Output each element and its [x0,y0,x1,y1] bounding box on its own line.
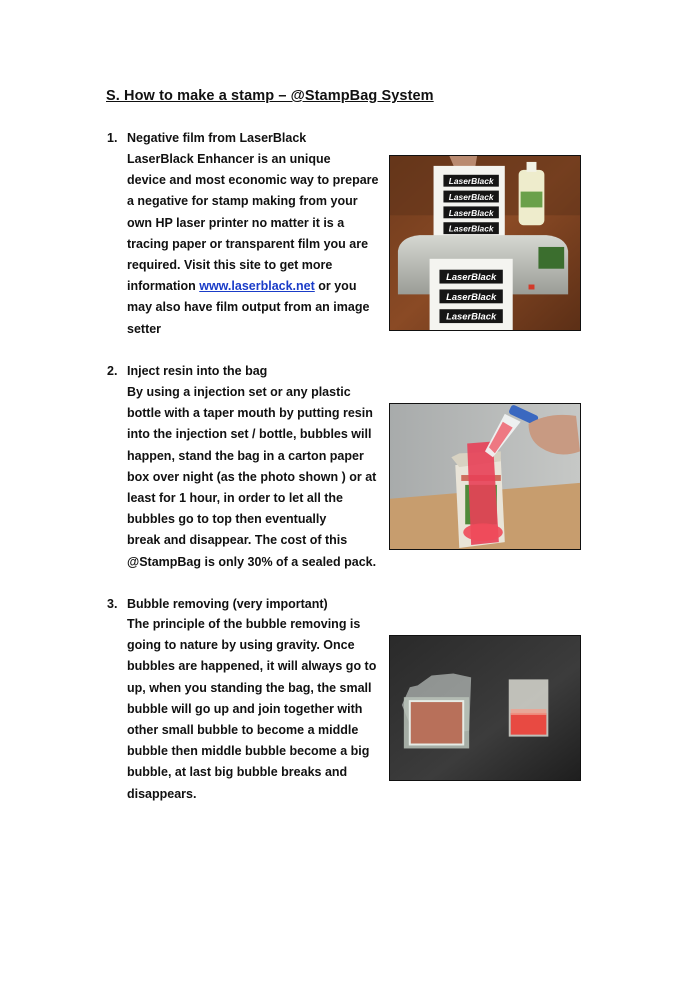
photo-label: LaserBlack [448,223,494,234]
body-line: tracing paper or transparent film you are [127,236,369,251]
body-line: into the injection set / bottle, bubbles will [127,427,372,442]
body-line: least for 1 hour, in order to let all the [127,491,344,506]
body-line: LaserBlack Enhancer is an unique [127,152,331,166]
body-line: The principle of the bubble removing is [127,617,361,631]
body-line: box over night (as the photo shown ) or at [127,469,377,484]
body-line: going to nature by using gravity. Once [127,638,355,653]
photo-label: LaserBlack [446,271,497,283]
section-heading: Inject resin into the bag [127,364,268,378]
section-number: 2. [107,364,118,378]
body-line: may also have film output from an image [127,300,370,315]
section-body [127,614,377,805]
photo-label: LaserBlack [448,191,494,202]
section-body [127,382,377,573]
body-line: bubble then middle bubble become a big [127,744,370,759]
photo-label: LaserBlack [446,290,497,302]
body-line: By using a injection set or any plastic [127,385,351,399]
body-line: required. Visit this site to get more [127,258,333,273]
laserblack-enhancer-photo [389,155,581,331]
body-line: a negative for stamp making from your [127,194,358,209]
body-line: bubbles are happened, it will always go to [127,659,377,674]
body-line: device and most economic way to prepare [127,173,379,188]
section-number: 1. [107,131,118,145]
photo-label: LaserBlack [446,310,497,322]
section-number: 3. [107,597,118,611]
body-line: disappears. [127,786,197,801]
body-line: bottle with a taper mouth by putting resin [127,406,373,421]
photo-label: LaserBlack [448,207,494,218]
body-line: break and disappear. The cost of this [127,533,348,548]
body-line: own HP laser printer no matter it is a [127,215,345,230]
product-name: LaserBlack Enhancer [127,152,255,166]
resin-injection-photo [389,403,581,550]
section-body [127,149,377,340]
body-line: @StampBag is only 30% of a sealed pack. [127,554,377,569]
section-heading: Bubble removing (very important) [127,597,328,611]
bubble-removing-photo [389,635,581,781]
body-line: up, when you standing the bag, the small [127,680,372,695]
photo-label: LaserBlack [448,176,494,187]
page-title: S. How to make a stamp – @StampBag System [106,88,434,104]
body-line: other small bubble to become a middle [127,723,359,738]
body-line: information www.laserblack.net or you [127,279,357,294]
body-line: bubble will go up and join together with [127,701,363,716]
body-line: bubbles go to top then eventually [127,512,327,527]
body-line: setter [127,321,162,336]
section-heading: Negative film from LaserBlack [127,131,307,145]
body-line: happen, stand the bag in a carton paper [127,448,364,463]
laserblack-link[interactable]: www.laserblack.net [199,279,315,294]
body-line: bubble, at last big bubble breaks and [127,765,348,780]
